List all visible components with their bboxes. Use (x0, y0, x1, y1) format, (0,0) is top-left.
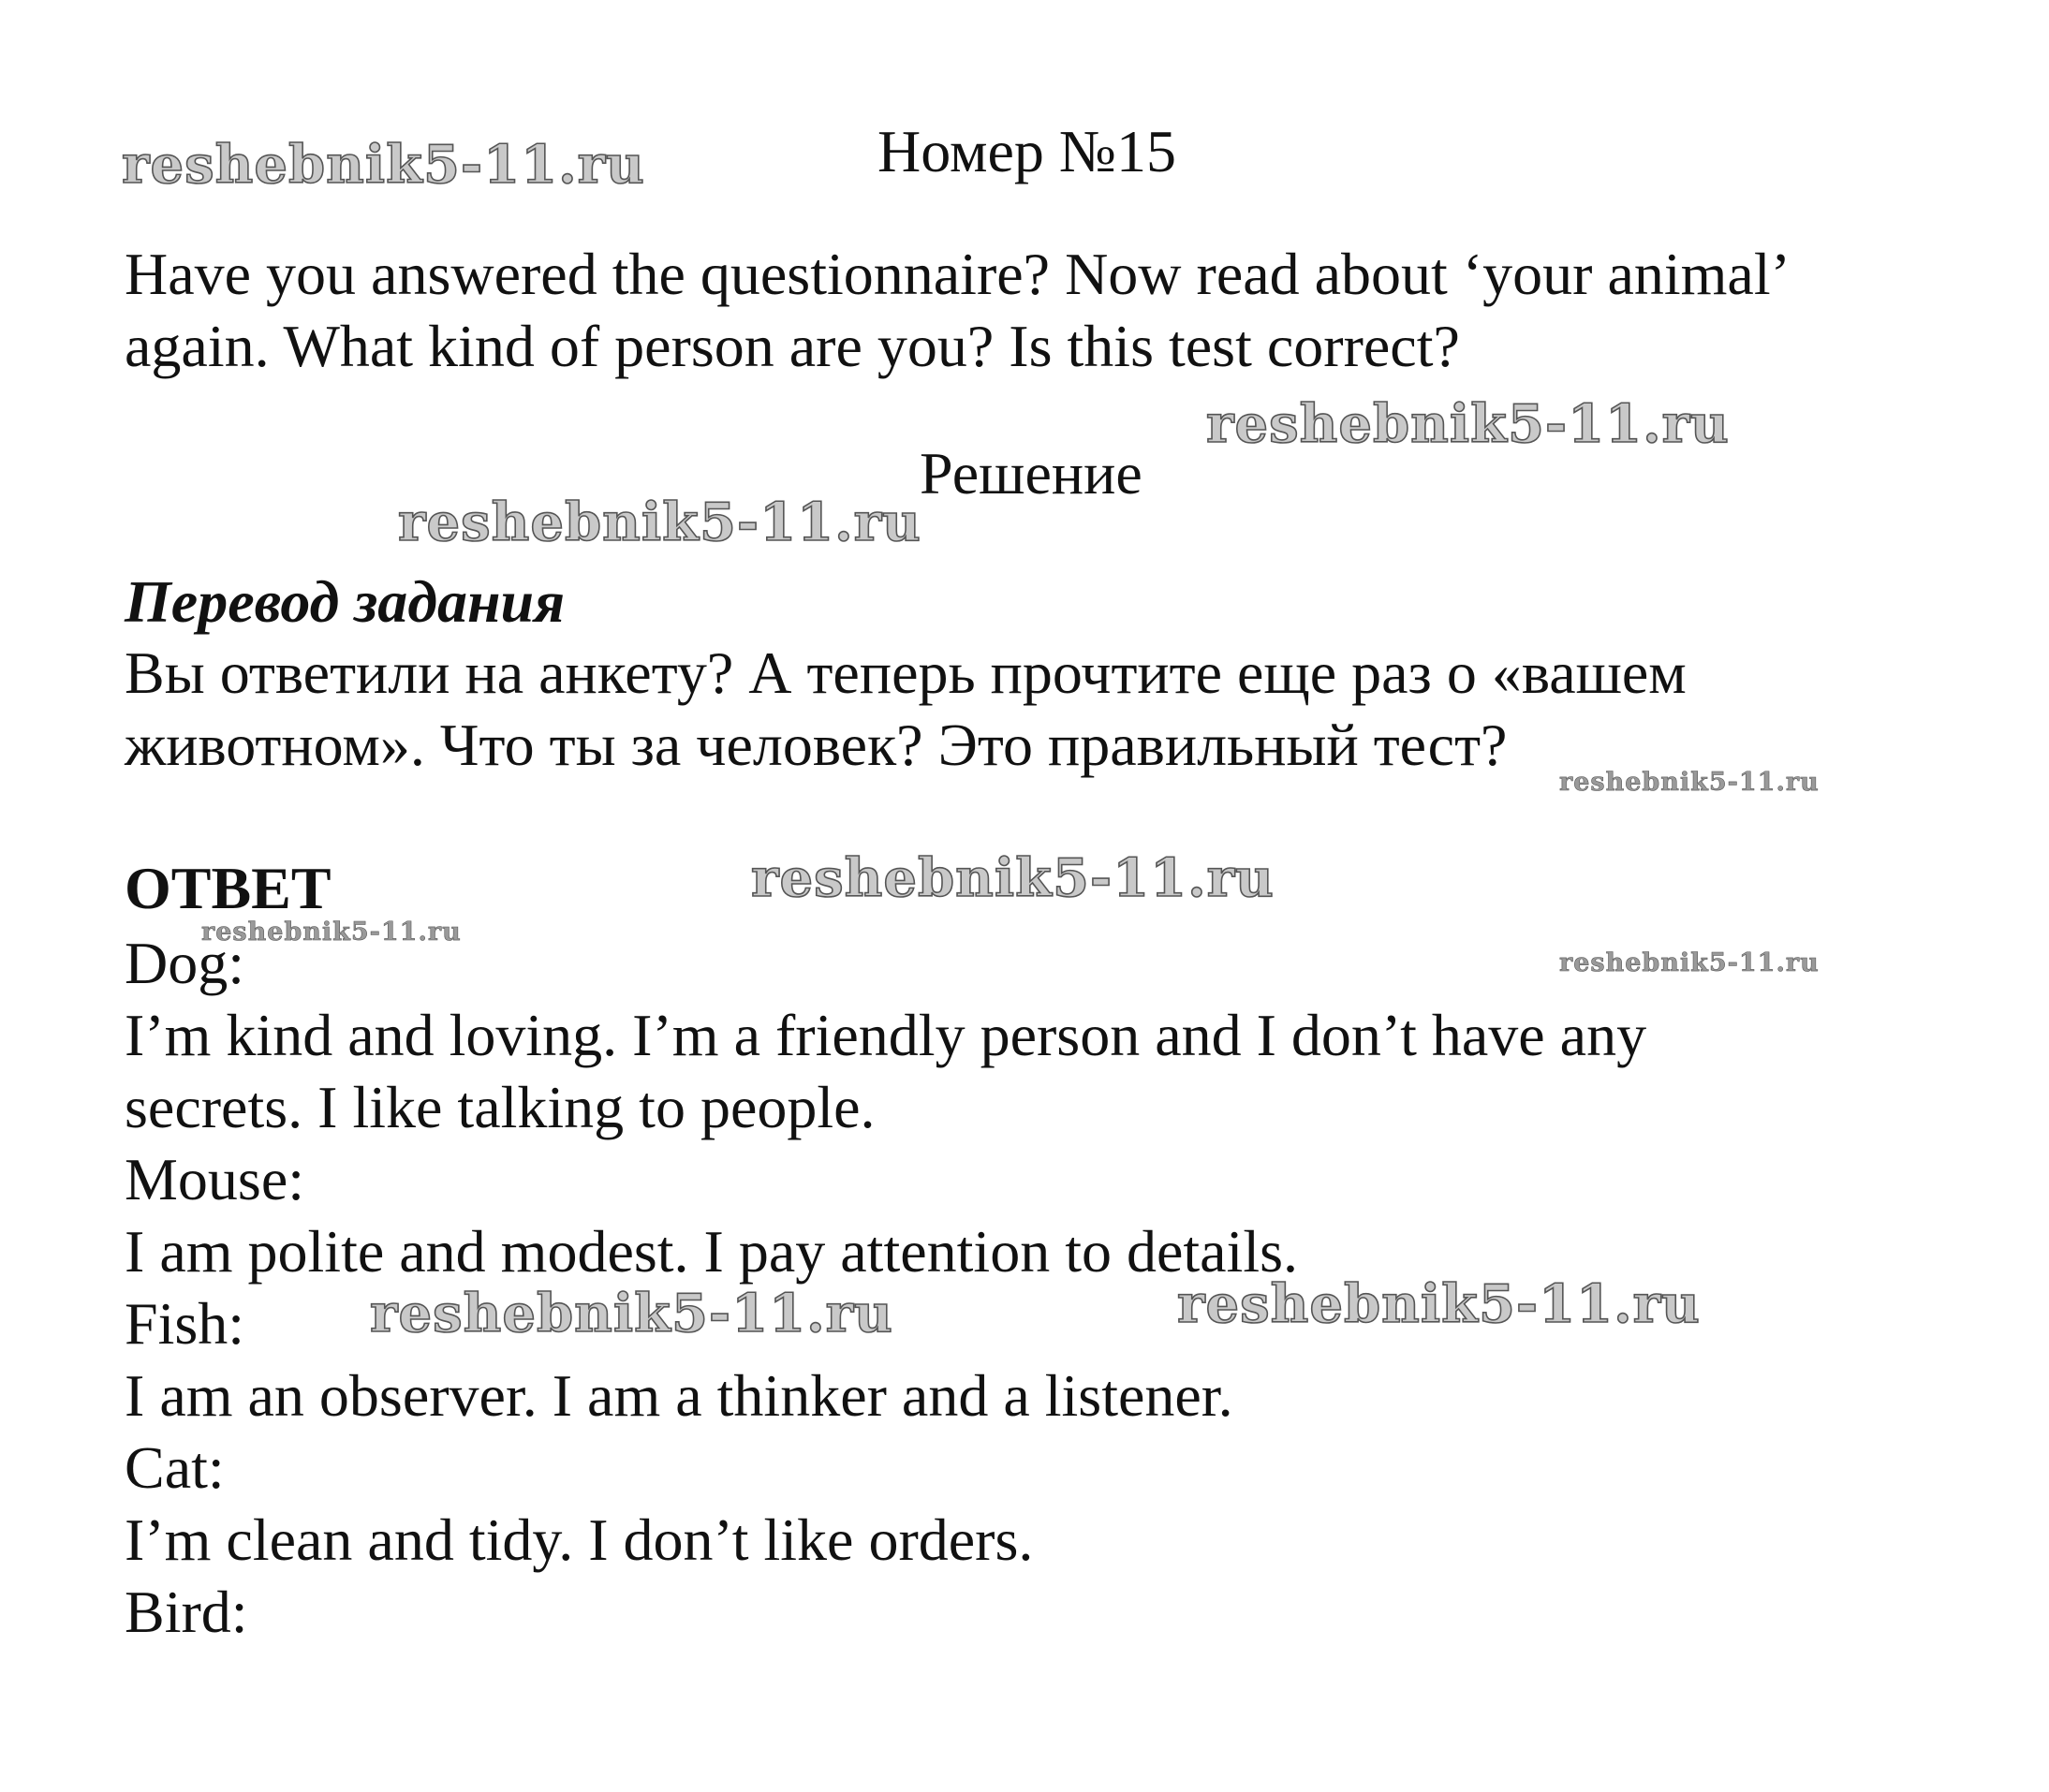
watermark-logo: reshebnik5-11.ru (398, 492, 921, 553)
task-text: Have you answered the questionnaire? Now read about ‘your animal’ again. What kind of person are you? Is this test correct? (125, 241, 1791, 379)
watermark-logo: reshebnik5-11.ru (1206, 393, 1730, 455)
watermark-logo: reshebnik5-11.ru (201, 918, 462, 947)
watermark-logo: reshebnik5-11.ru (122, 134, 645, 196)
translation-heading: Перевод задания (125, 568, 566, 635)
watermark-logo: reshebnik5-11.ru (751, 847, 1275, 909)
answer-label-mouse: Mouse: (125, 1146, 304, 1212)
answer-label-fish: Fish: (125, 1290, 245, 1357)
watermark-logo: reshebnik5-11.ru (1559, 948, 1820, 977)
answer-text-cat: I’m clean and tidy. I don’t like orders. (125, 1506, 1034, 1573)
answer-label-cat: Cat: (125, 1434, 225, 1501)
answer-text-mouse: I am polite and modest. I pay attention to details. (125, 1218, 1299, 1285)
solution-label: Решение (920, 440, 1142, 507)
answer-heading: ОТВЕТ (125, 855, 332, 921)
watermark-logo: reshebnik5-11.ru (1177, 1273, 1701, 1335)
answer-text-fish: I am an observer. I am a thinker and a listener. (125, 1362, 1233, 1429)
translation-text: Вы ответили на анкету? А теперь прочтите еще раз о «вашем животном». Что ты за человек? Это правильный тест? (125, 639, 1687, 778)
answer-label-dog: Dog: (125, 930, 244, 996)
answer-label-bird: Bird: (125, 1579, 248, 1645)
watermark-logo: reshebnik5-11.ru (1559, 768, 1820, 797)
watermark-logo: reshebnik5-11.ru (370, 1283, 893, 1344)
answer-text-dog: I’m kind and loving. I’m a friendly person and I don’t have any secrets. I like talking to people. (125, 1002, 1647, 1140)
page-title: Номер №15 (877, 118, 1176, 184)
